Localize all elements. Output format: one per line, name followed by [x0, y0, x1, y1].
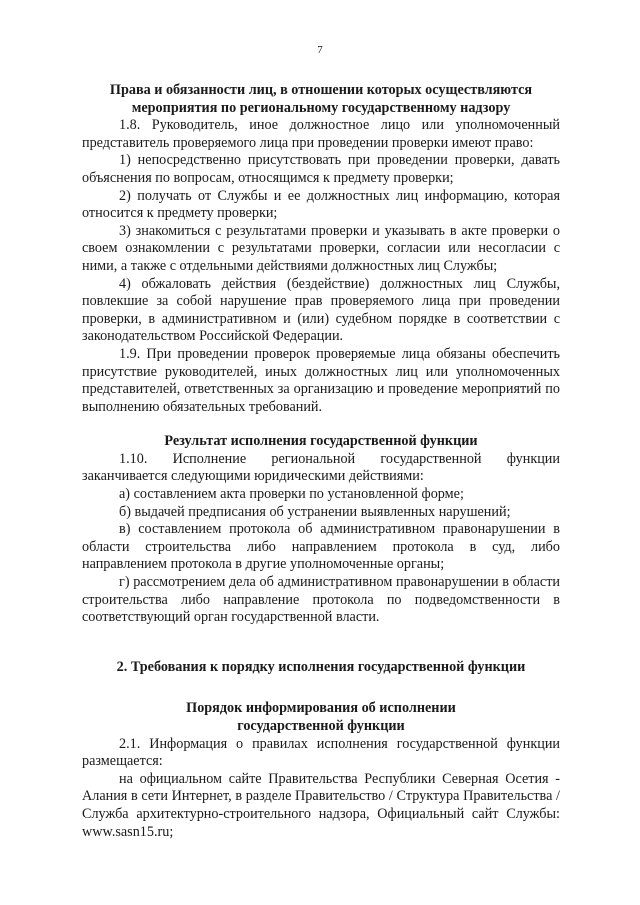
paragraph-b: б) выдачей предписания об устранении выявленных нарушений;	[119, 503, 511, 520]
paragraph-1-10: 1.10. Исполнение региональной государственной функции заканчивается следующими юридическими действиями:	[82, 450, 560, 485]
paragraph-official-site: на официальном сайте Правительства Республики Северная Осетия - Алания в сети Интернет, в разделе Правительство / Структура Правительства / Служба архитектурно-строительного надзора, Официальный сайт Службы: www.sasn15.ru;	[82, 770, 560, 840]
spacer	[82, 676, 560, 700]
heading-informing-line1: Порядок информирования об исполнении	[186, 700, 456, 717]
paragraph-item-1: 1) непосредственно присутствовать при проведении проверки, давать объяснения по вопросам, относящимся к предмету проверки;	[82, 152, 560, 186]
spacer	[82, 416, 560, 433]
heading-rights-line2: мероприятия по региональному государственному надзору	[131, 99, 511, 116]
section-informing	[82, 700, 560, 841]
section-rights-and-duties	[82, 82, 560, 416]
section-heading-2: 2. Требования к порядку исполнения государственной функции	[116, 658, 526, 675]
paragraph-g: г) рассмотрением дела об административном правонарушении в области строительства либо направление протокола по подведомственности в соответствующий орган государственной власти.	[82, 574, 560, 626]
section-2	[82, 659, 560, 677]
section-heading-rights	[82, 82, 560, 117]
paragraph-item-3: 3) знакомиться с результатами проверки и указывать в акте проверки о своем ознакомлении с результатами проверки, согласии или несогласии с ними, а также с отдельными действиями должностных лиц Службы;	[82, 222, 560, 274]
paragraph-a: а) составлением акта проверки по установленной форме;	[119, 486, 464, 503]
spacer	[82, 627, 560, 659]
heading-informing-line2: государственной функции	[237, 718, 405, 734]
paragraph-item-4: 4) обжаловать действия (бездействие) должностных лиц Службы, повлекшие за собой нарушение прав проверяемого лица при проведении проверки, в административном и (или) судебном порядке в соответствии с законодательством Российской Федерации.	[82, 275, 560, 345]
heading-rights-line1: Права и обязанности лиц, в отношении которых осуществляются	[109, 82, 533, 98]
paragraph-1-8: 1.8. Руководитель, иное должностное лицо или уполномоченный представитель проверяемого лица при проведении проверки имеют право:	[82, 117, 560, 151]
section-heading-informing	[82, 700, 560, 735]
paragraph-1-9: 1.9. При проведении проверок проверяемые лица обязаны обеспечить присутствие руководителей, иных должностных лиц или уполномоченных представителей, ответственных за организацию и проведение мероприятий по выполнению обязательных требований.	[82, 345, 560, 415]
page-number: 7	[317, 44, 323, 56]
section-result	[82, 433, 560, 627]
paragraph-v: в) составлением протокола об административном правонарушении в области строительства либо направлением протокола в суд, либо направлением протокола в другие уполномоченные органы;	[82, 521, 560, 573]
section-heading-result: Результат исполнения государственной функции	[164, 433, 478, 450]
paragraph-item-2: 2) получать от Службы и ее должностных лиц информацию, которая относится к предмету проверки;	[82, 187, 560, 222]
document-body	[82, 82, 560, 841]
paragraph-2-1: 2.1. Информация о правилах исполнения государственной функции размещается:	[82, 735, 560, 770]
